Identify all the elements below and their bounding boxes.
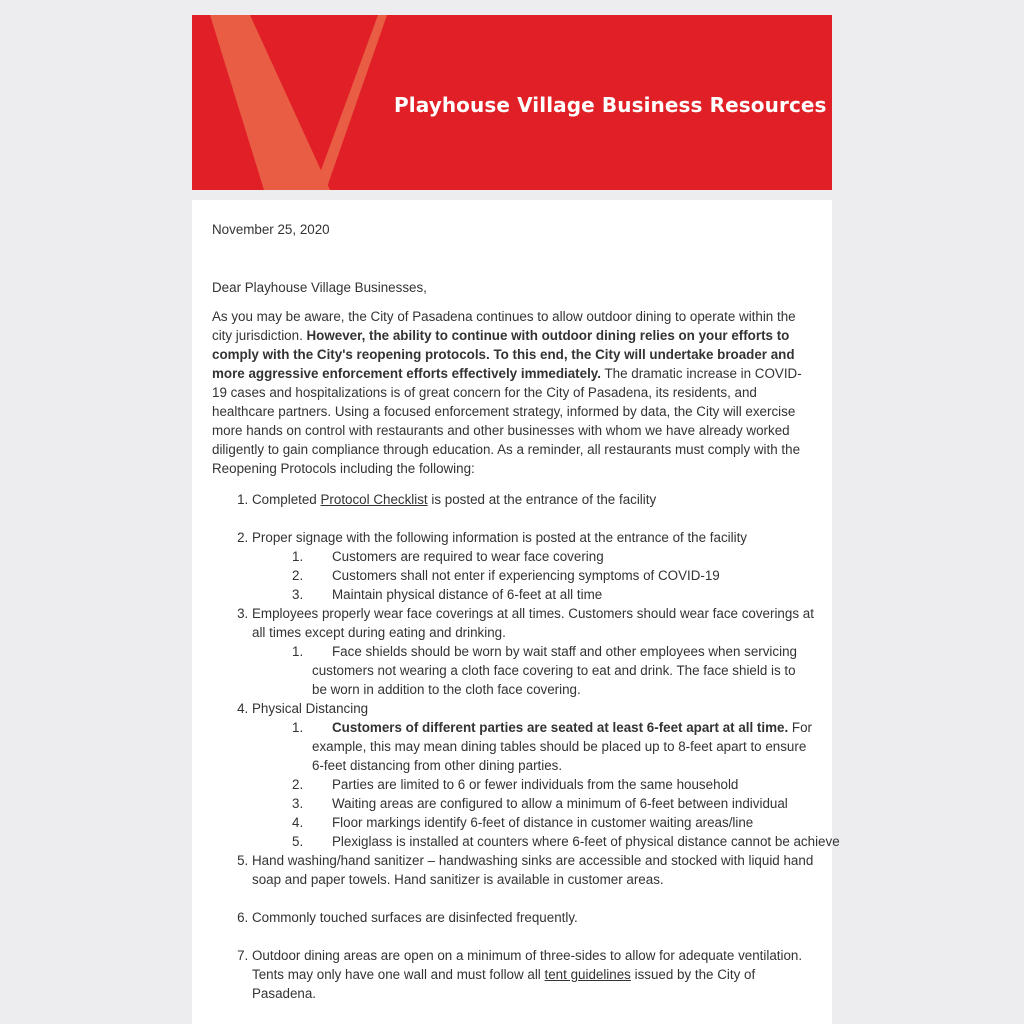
sub-item-number: 5. — [292, 834, 304, 849]
item-text: issued by the City of Pasadena. — [252, 967, 756, 1001]
protocol-item-5 — [252, 851, 814, 889]
sub-item-text: For example, this may mean dining tables should be placed up to 8-feet apart to ensure 6-feet distancing from other dining parties. — [312, 720, 812, 773]
protocol-item-4 — [252, 699, 840, 851]
sub-item-bold-text: Customers of different parties are seated at least 6-feet apart at all time. — [332, 720, 789, 735]
protocol-item-3 — [252, 604, 814, 699]
sub-item-number: 1. — [292, 720, 304, 735]
protocol-item-2 — [252, 528, 814, 604]
v-left-stroke — [210, 15, 330, 190]
sub-item-number: 4. — [292, 815, 304, 830]
sub-item-text: Customers shall not enter if experiencing symptoms of COVID-19 — [332, 568, 720, 583]
protocol-item-6 — [252, 908, 814, 927]
sub-item — [292, 585, 814, 604]
item-text: Employees properly wear face coverings at all times. Customers should wear face coverings at all times except during eating and drinking. — [252, 606, 814, 640]
sub-item — [292, 718, 814, 775]
sub-item-number: 3. — [292, 587, 304, 602]
banner-title: Playhouse Village Business Resources — [394, 93, 827, 117]
sub-item-number: 1. — [292, 644, 304, 659]
sub-item — [292, 642, 814, 699]
item-text: Proper signage with the following information is posted at the entrance of the facility — [252, 530, 747, 545]
protocol-list — [212, 490, 840, 1003]
sub-item — [292, 775, 814, 794]
sub-item-text: Plexiglass is installed at counters where 6-feet of physical distance cannot be achieve — [332, 834, 840, 849]
protocol-item-1 — [252, 490, 814, 509]
v-right-stroke — [316, 15, 387, 190]
letter-body — [192, 200, 840, 1024]
sub-item-text: Waiting areas are configured to allow a minimum of 6-feet between individual — [332, 796, 788, 811]
header-banner — [192, 15, 832, 190]
sub-item-text: Face shields should be worn by wait staff and other employees when servicing customers not wearing a cloth face covering to eat and drink. The face shield is to be worn in addition to the cloth face covering. — [312, 644, 797, 697]
sub-item-text: Floor markings identify 6-feet of distance in customer waiting areas/line — [332, 815, 754, 830]
sub-item-number: 2. — [292, 777, 304, 792]
sub-item-text: Maintain physical distance of 6-feet at all time — [332, 587, 603, 602]
letter-date: November 25, 2020 — [212, 222, 330, 237]
sub-item-number: 3. — [292, 796, 304, 811]
intro-bold-text: However, the ability to continue with outdoor dining relies on your efforts to comply with the City's reopening protocols. To this end, the City will undertake broader and more aggressive enforcement efforts effectively immediately. — [212, 328, 795, 381]
sub-list — [252, 547, 814, 604]
sub-item-number: 2. — [292, 568, 304, 583]
intro-paragraph — [212, 307, 814, 478]
sub-item-text: Customers are required to wear face covering — [332, 549, 604, 564]
letter-greeting: Dear Playhouse Village Businesses, — [212, 280, 427, 295]
protocol-item-7 — [252, 946, 814, 1003]
item-text: Completed — [252, 492, 321, 507]
sub-list — [252, 718, 840, 851]
sub-item-text: Parties are limited to 6 or fewer individuals from the same household — [332, 777, 739, 792]
sub-item-number: 1. — [292, 549, 304, 564]
item-text: Hand washing/hand sanitizer – handwashing sinks are accessible and stocked with liquid hand soap and paper towels. Hand sanitizer is available in customer areas. — [252, 853, 814, 887]
item-text: is posted at the entrance of the facility — [427, 492, 657, 507]
protocol-checklist-link[interactable]: Protocol Checklist — [320, 492, 428, 507]
sub-list — [252, 642, 814, 699]
sub-item — [292, 813, 814, 832]
sub-item — [292, 794, 814, 813]
intro-text-2: The dramatic increase in COVID-19 cases and hospitalizations is of great concern for the City of Pasadena, its residents, and healthcare partners. Using a focused enforcement strategy, informed by data, the City will exercise more hands on control with restaurants and other businesses with whom we have already worked diligently to gain compliance through education. As a reminder, all restaurants must comply with the Reopening Protocols including the following: — [212, 366, 802, 476]
item-text: Physical Distancing — [252, 701, 369, 716]
sub-item — [292, 547, 814, 566]
sub-item — [292, 832, 840, 851]
tent-guidelines-link[interactable]: tent guidelines — [544, 967, 631, 982]
item-text: Commonly touched surfaces are disinfected frequently. — [252, 910, 578, 925]
item-text: Outdoor dining areas are open on a minimum of three-sides to allow for adequate ventilation. Tents may only have one wall and must follow all — [252, 948, 803, 982]
sub-item — [292, 566, 814, 585]
intro-text-1: As you may be aware, the City of Pasadena continues to allow outdoor dining to operate within the city jurisdiction. — [212, 309, 796, 343]
